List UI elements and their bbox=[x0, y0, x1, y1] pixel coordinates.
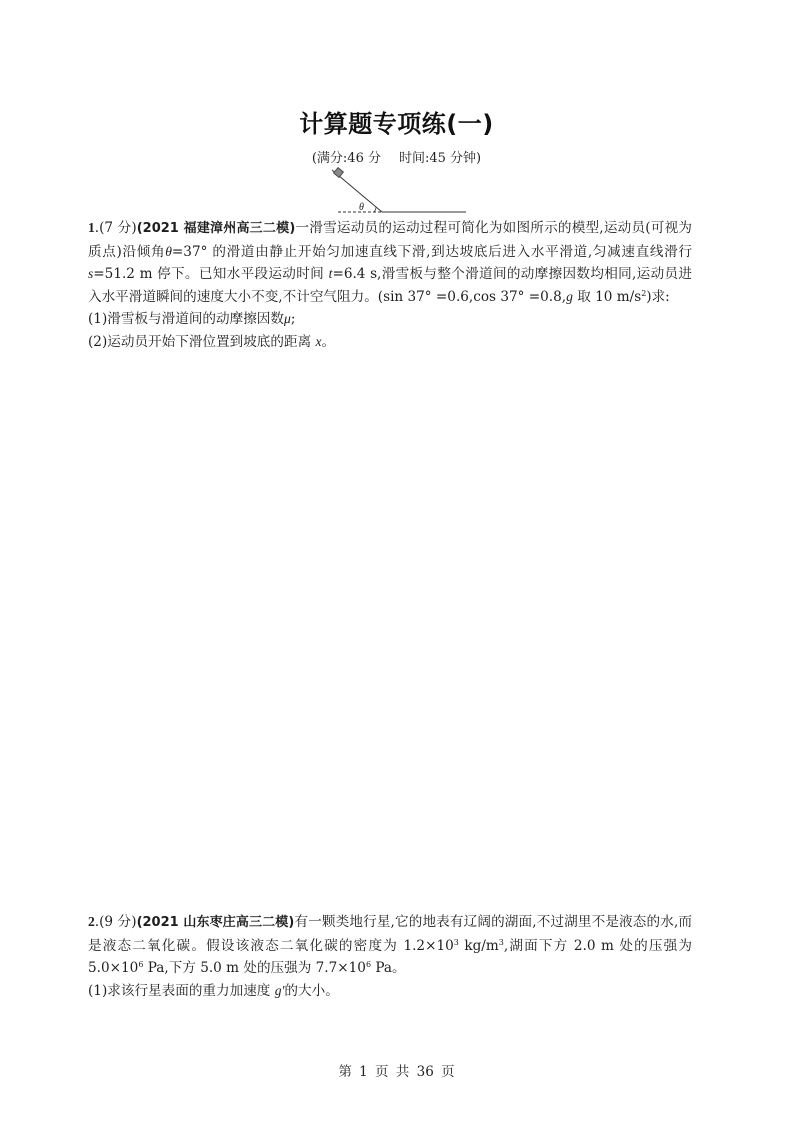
question-1 bbox=[88, 217, 692, 354]
sub-question-2: (2)运动员开始下滑位置到坡底的距离 x。 bbox=[88, 333, 336, 350]
page-subtitle bbox=[0, 147, 793, 166]
question-number: 1 bbox=[88, 220, 95, 235]
time-limit: 时间:45 分钟) bbox=[399, 151, 482, 166]
question-source: (2021 福建漳州高三二模) bbox=[136, 221, 296, 236]
incline-figure-icon bbox=[330, 166, 470, 216]
question-number: 2 bbox=[88, 914, 95, 929]
sub-question-1: (1)滑雪板与滑道间的动摩擦因数μ; bbox=[88, 311, 296, 328]
question-1-stem: 1.(7 分)(2021 福建漳州高三二模)一滑雪运动员的运动过程可简化为如图所示的模型,运动员(可视为质点)沿倾角θ=37° 的滑道由静止开始匀加速直线下滑,到达坡底后进入水平滑道,匀减速直线滑行 s=51.2 m 停下。已知水平段运动时间 t=6.4 s,滑雪板与整个滑道间的动摩擦因数均相同,运动员进入水平滑道瞬间的速度大小不变,不计空气阻力。(sin 37° =0.6,cos 37° =0.8,g 取 10 $m/s^2$)求: bbox=[88, 220, 693, 305]
question-2-stem: 2.(9 分)(2021 山东枣庄高三二模)有一颗类地行星,它的地表有辽阔的湖面,不过湖里不是液态的水,而是液态二氧化碳。假设该液态二氧化碳的密度为 $1.2\times 10^3$ $kg/m^3$,湖面下方 2.0 m 处的压强为 $5.0\times 10^6$ Pa,下方 5.0 m 处的压强为 $7.7\times 10^6$ Pa。 bbox=[88, 914, 693, 977]
full-score: (满分:46 分 bbox=[311, 151, 381, 166]
question-source: (2021 山东枣庄高三二模) bbox=[136, 915, 295, 930]
angle-label: θ bbox=[359, 202, 364, 213]
page-title: 计算题专项练(一) bbox=[299, 110, 494, 138]
question-2 bbox=[88, 911, 692, 1002]
question-points: .(7 分) bbox=[94, 220, 137, 236]
slope-diagram bbox=[330, 166, 470, 216]
page-footer: 第 1 页 共 36 页 bbox=[338, 1064, 455, 1080]
sub-question-1: (1)求该行星表面的重力加速度 g'的大小。 bbox=[88, 982, 339, 999]
question-points: .(9 分) bbox=[94, 914, 137, 930]
